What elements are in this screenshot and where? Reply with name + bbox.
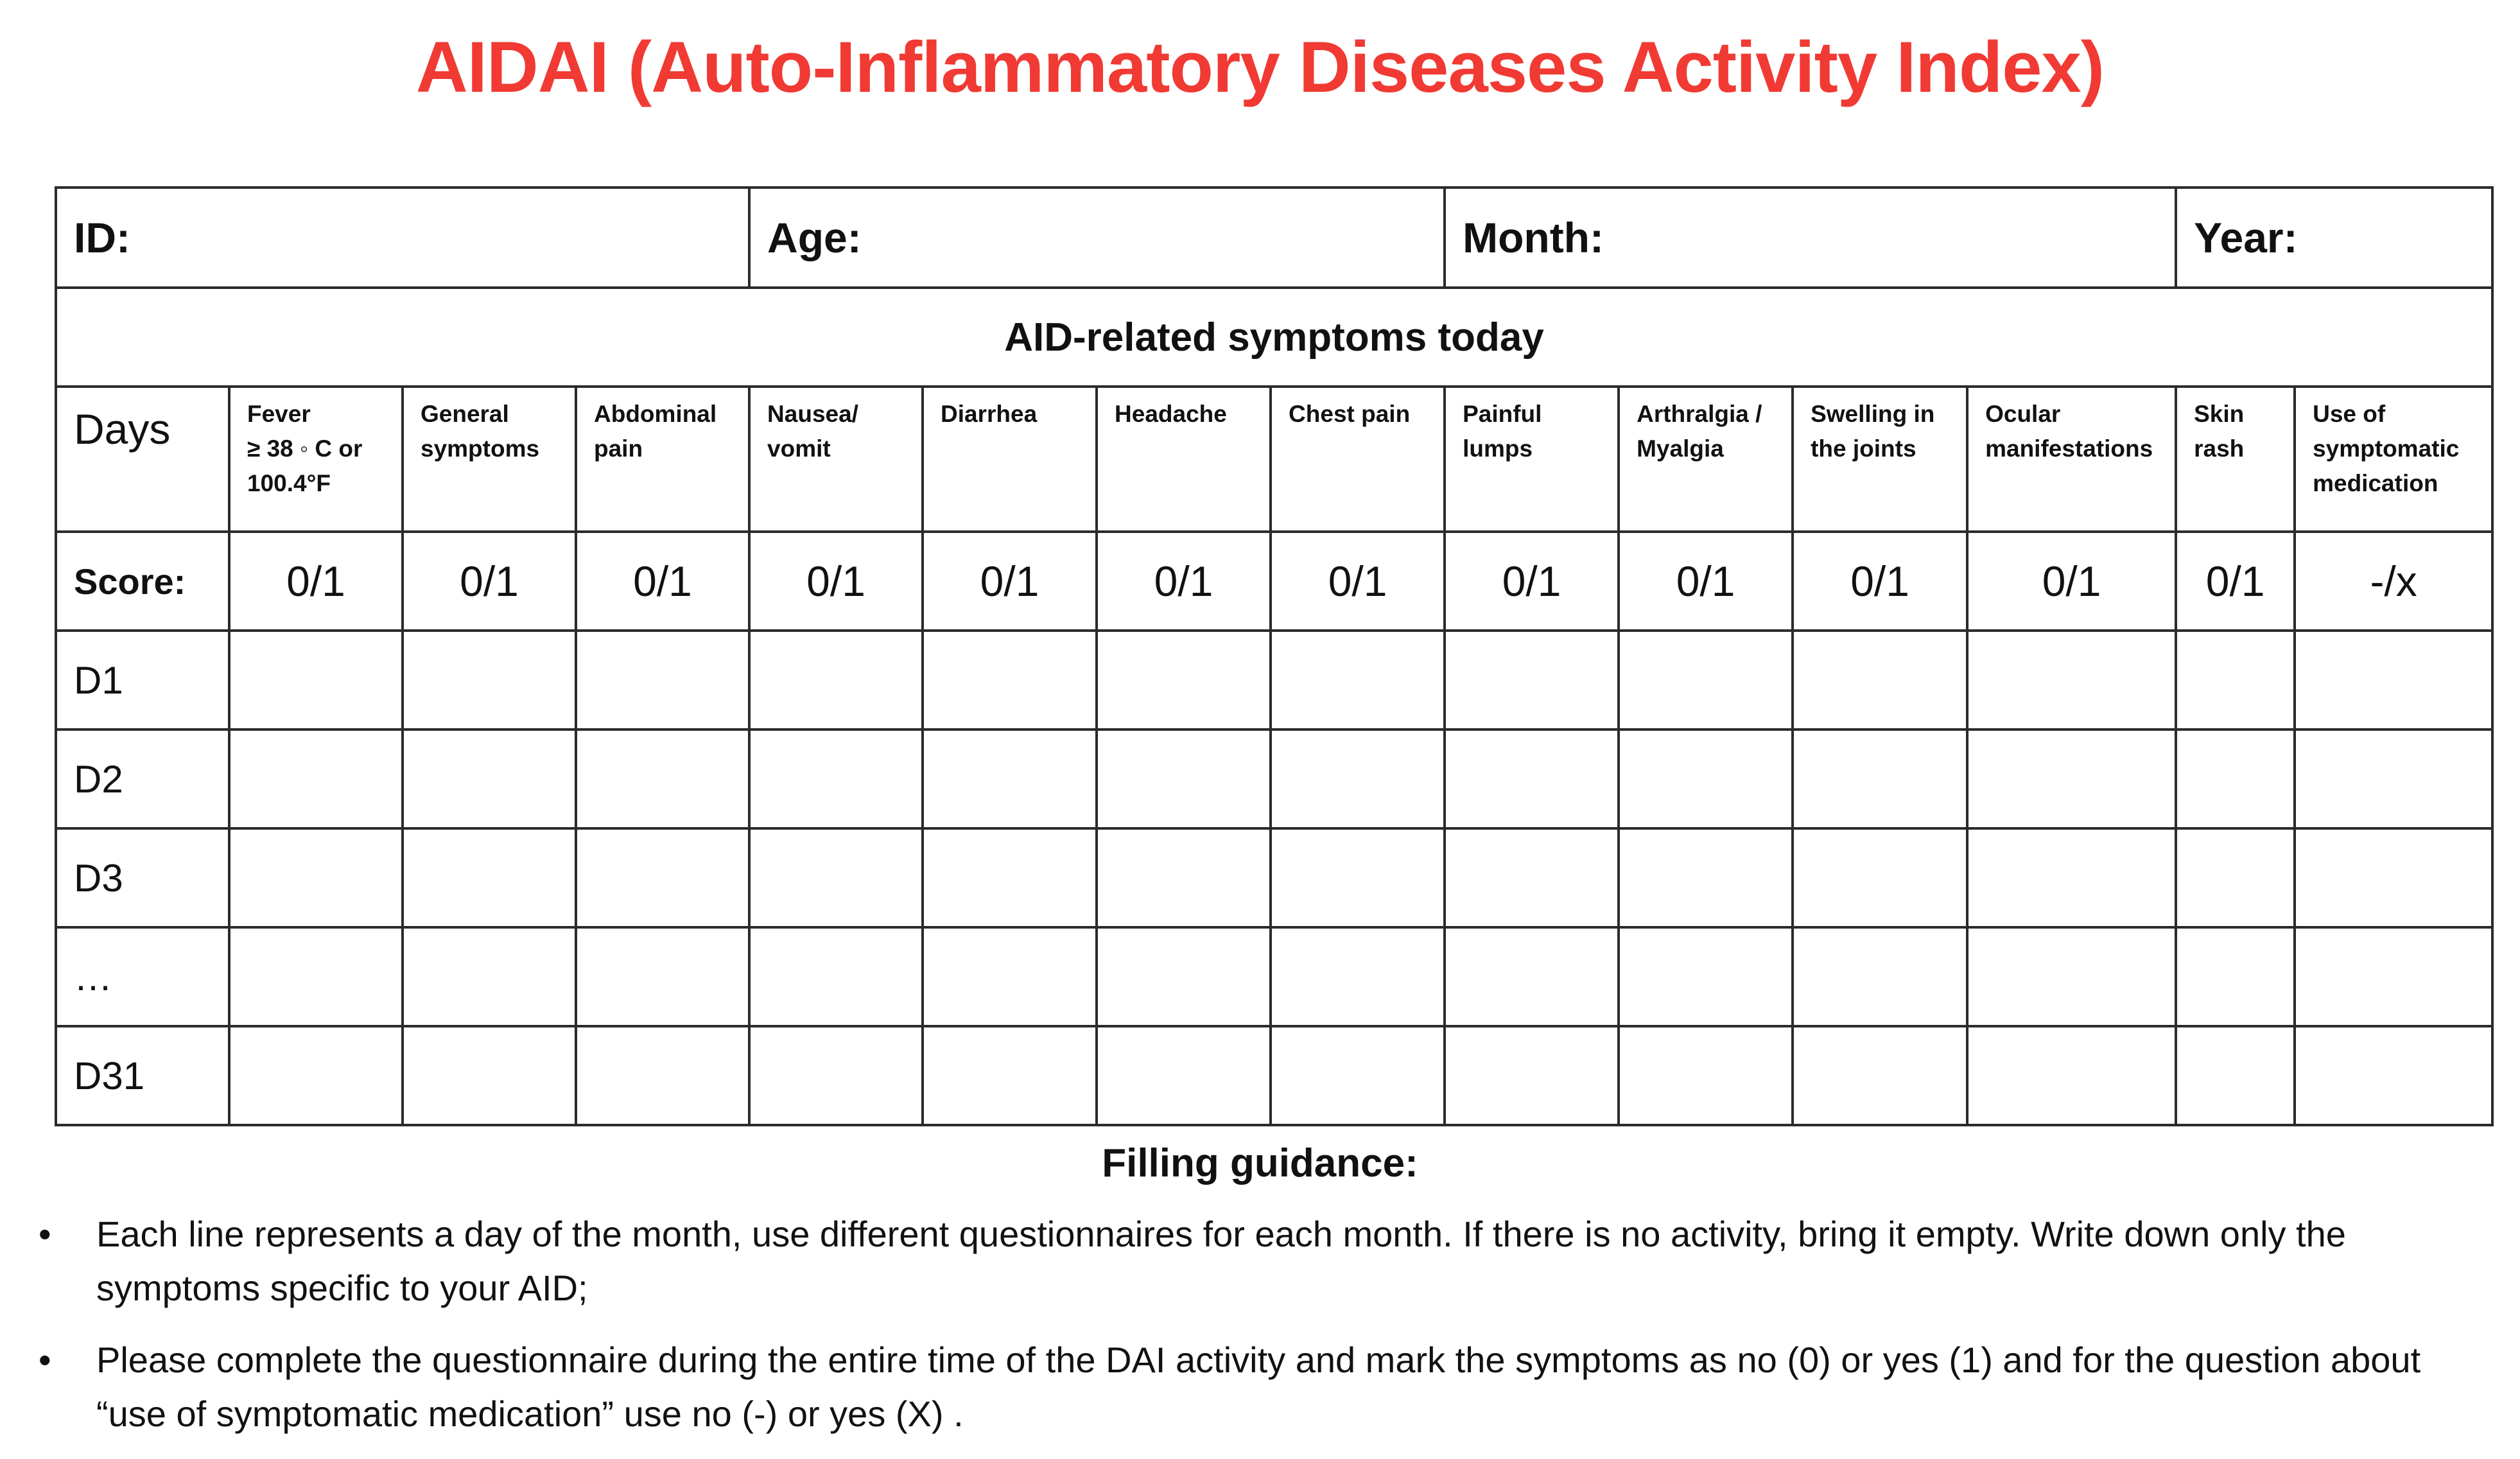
score-cell: 0/1 [229, 532, 403, 631]
day-row [56, 1026, 2492, 1125]
day-entry-cell[interactable] [1967, 730, 2176, 828]
symptom-header: Use of symptomatic medication [2295, 387, 2492, 532]
day-entry-cell[interactable] [2295, 828, 2492, 927]
symptom-header: Painful lumps [1445, 387, 1619, 532]
symptom-header: Skin rash [2176, 387, 2295, 532]
symptom-header: Swelling in the joints [1793, 387, 1967, 532]
symptom-header: Nausea/ vomit [749, 387, 923, 532]
day-entry-cell[interactable] [1271, 631, 1445, 730]
day-row [56, 730, 2492, 828]
day-entry-cell[interactable] [1967, 828, 2176, 927]
day-entry-cell[interactable] [1445, 1026, 1619, 1125]
score-row [56, 532, 2492, 631]
score-cell: 0/1 [749, 532, 923, 631]
day-entry-cell[interactable] [1097, 828, 1271, 927]
day-entry-cell[interactable] [403, 1026, 576, 1125]
day-entry-cell[interactable] [229, 927, 403, 1026]
aidai-form-table [55, 186, 2494, 1126]
day-entry-cell[interactable] [1097, 730, 1271, 828]
section-title-row [56, 288, 2492, 387]
day-label: D31 [56, 1026, 229, 1125]
day-entry-cell[interactable] [1445, 927, 1619, 1026]
symptom-header: Fever ≥ 38 ◦ C or 100.4°F [229, 387, 403, 532]
day-entry-cell[interactable] [923, 631, 1097, 730]
day-entry-cell[interactable] [1793, 631, 1967, 730]
day-entry-cell[interactable] [1967, 631, 2176, 730]
year-field[interactable]: Year: [2176, 188, 2492, 288]
day-entry-cell[interactable] [1619, 730, 1793, 828]
day-entry-cell[interactable] [2176, 1026, 2295, 1125]
day-label: … [56, 927, 229, 1026]
guidance-item [39, 1207, 2453, 1315]
day-entry-cell[interactable] [1619, 631, 1793, 730]
score-cell: 0/1 [1793, 532, 1967, 631]
symptom-header: Diarrhea [923, 387, 1097, 532]
day-entry-cell[interactable] [1097, 1026, 1271, 1125]
age-field[interactable]: Age: [749, 188, 1445, 288]
score-cell: 0/1 [1097, 532, 1271, 631]
day-entry-cell[interactable] [923, 828, 1097, 927]
score-cell: 0/1 [923, 532, 1097, 631]
score-cell: 0/1 [1967, 532, 2176, 631]
day-entry-cell[interactable] [1445, 730, 1619, 828]
day-entry-cell[interactable] [1097, 631, 1271, 730]
symptom-header: Arthralgia / Myalgia [1619, 387, 1793, 532]
symptom-header: Headache [1097, 387, 1271, 532]
day-entry-cell[interactable] [2295, 730, 2492, 828]
day-entry-cell[interactable] [1967, 927, 2176, 1026]
day-entry-cell[interactable] [576, 631, 749, 730]
day-entry-cell[interactable] [1271, 927, 1445, 1026]
day-entry-cell[interactable] [229, 828, 403, 927]
bullet-icon: • [39, 1340, 51, 1380]
day-entry-cell[interactable] [923, 927, 1097, 1026]
day-row [56, 631, 2492, 730]
guidance-text: Please complete the questionnaire during the entire time of the DAI activity and mark the symptoms as no (0) or yes (1) and for the question about “use of symptomatic medication” use no (-) or yes (X) . [96, 1340, 2421, 1434]
day-entry-cell[interactable] [749, 1026, 923, 1125]
day-entry-cell[interactable] [2176, 730, 2295, 828]
score-cell: 0/1 [576, 532, 749, 631]
day-label: D2 [56, 730, 229, 828]
guidance-list [39, 1207, 2453, 1459]
day-entry-cell[interactable] [2176, 927, 2295, 1026]
day-entry-cell[interactable] [1097, 927, 1271, 1026]
day-entry-cell[interactable] [1271, 828, 1445, 927]
day-entry-cell[interactable] [403, 828, 576, 927]
score-cell: 0/1 [1445, 532, 1619, 631]
day-entry-cell[interactable] [749, 631, 923, 730]
symptom-header: Chest pain [1271, 387, 1445, 532]
day-entry-cell[interactable] [1619, 828, 1793, 927]
symptoms-header-row [56, 387, 2492, 532]
day-entry-cell[interactable] [1967, 1026, 2176, 1125]
day-entry-cell[interactable] [229, 631, 403, 730]
day-entry-cell[interactable] [2176, 828, 2295, 927]
patient-info-row [56, 188, 2492, 288]
day-entry-cell[interactable] [1445, 828, 1619, 927]
days-column-header: Days [56, 387, 229, 532]
day-entry-cell[interactable] [576, 828, 749, 927]
day-entry-cell[interactable] [576, 927, 749, 1026]
day-entry-cell[interactable] [1445, 631, 1619, 730]
day-entry-cell[interactable] [923, 1026, 1097, 1125]
day-entry-cell[interactable] [1793, 1026, 1967, 1125]
day-entry-cell[interactable] [229, 1026, 403, 1125]
day-entry-cell[interactable] [2176, 631, 2295, 730]
day-entry-cell[interactable] [403, 631, 576, 730]
score-cell: -/x [2295, 532, 2492, 631]
month-field[interactable]: Month: [1445, 188, 2176, 288]
day-label: D1 [56, 631, 229, 730]
day-entry-cell[interactable] [1793, 730, 1967, 828]
day-entry-cell[interactable] [2295, 1026, 2492, 1125]
score-cell: 0/1 [2176, 532, 2295, 631]
id-field[interactable]: ID: [56, 188, 749, 288]
day-entry-cell[interactable] [1271, 1026, 1445, 1125]
day-entry-cell[interactable] [229, 730, 403, 828]
symptom-header: General symptoms [403, 387, 576, 532]
day-entry-cell[interactable] [403, 730, 576, 828]
day-entry-cell[interactable] [1271, 730, 1445, 828]
day-entry-cell[interactable] [749, 730, 923, 828]
guidance-text: Each line represents a day of the month, use different questionnaires for each month. If there is no activity, bring it empty. Write down only the symptoms specific to your AID; [96, 1214, 2346, 1308]
guidance-item [39, 1333, 2453, 1441]
day-row [56, 828, 2492, 927]
day-entry-cell[interactable] [923, 730, 1097, 828]
day-entry-cell[interactable] [1619, 927, 1793, 1026]
score-cell: 0/1 [1619, 532, 1793, 631]
bullet-icon: • [39, 1214, 51, 1254]
score-cell: 0/1 [1271, 532, 1445, 631]
day-entry-cell[interactable] [1793, 927, 1967, 1026]
day-entry-cell[interactable] [1619, 1026, 1793, 1125]
day-entry-cell[interactable] [749, 927, 923, 1026]
day-label: D3 [56, 828, 229, 927]
guidance-title: Filling guidance: [1102, 1141, 1418, 1185]
score-label: Score: [56, 532, 229, 631]
day-row [56, 927, 2492, 1026]
day-entry-cell[interactable] [576, 1026, 749, 1125]
symptom-header: Abdominal pain [576, 387, 749, 532]
page-title: AIDAI (Auto-Inflammatory Diseases Activity Index) [415, 27, 2105, 107]
day-entry-cell[interactable] [2295, 927, 2492, 1026]
day-entry-cell[interactable] [749, 828, 923, 927]
symptom-header: Ocular manifestations [1967, 387, 2176, 532]
section-title: AID-related symptoms today [56, 288, 2492, 387]
day-entry-cell[interactable] [403, 927, 576, 1026]
day-entry-cell[interactable] [576, 730, 749, 828]
score-cell: 0/1 [403, 532, 576, 631]
day-entry-cell[interactable] [2295, 631, 2492, 730]
day-entry-cell[interactable] [1793, 828, 1967, 927]
